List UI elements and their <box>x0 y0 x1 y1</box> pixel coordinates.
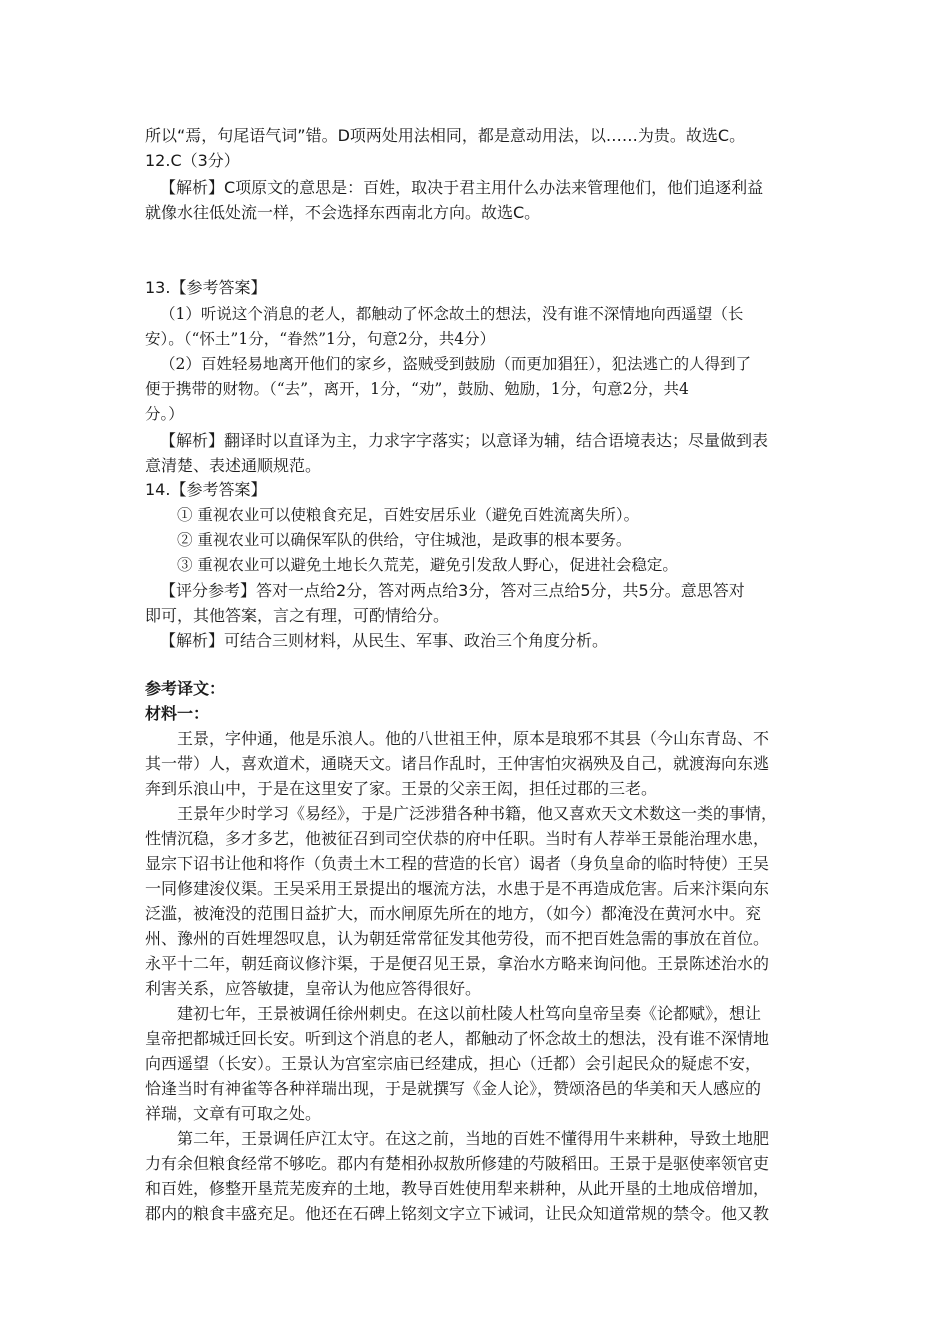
text-line: 向西遥望（长安）。王景认为宫室宗庙已经建成，担心（迁都）会引起民众的疑虑不安， <box>145 1054 762 1073</box>
text-line: （1）听说这个消息的老人，都触动了怀念故土的想法，没有谁不深情地向西遥望（长 <box>160 305 744 323</box>
subsection-heading: 材料一： <box>145 704 210 723</box>
text-line: 就像水往低处流一样，不会选择东西南北方向。故选C。 <box>145 203 541 222</box>
list-item: ② 重视农业可以确保军队的供给，守住城池，是政事的根本要务。 <box>177 531 632 549</box>
text-line: 【解析】翻译时以直译为主，力求字字落实；以意译为辅，结合语境表达；尽量做到表 <box>160 431 769 450</box>
text-line: 王景年少时学习《易经》，于是广泛涉猎各种书籍，他又喜欢天文术数这一类的事情， <box>177 804 778 823</box>
text-line: 和百姓，修整开垦荒芜废弃的土地，教导百姓使用犁来耕种，从此开垦的土地成倍增加， <box>145 1179 770 1198</box>
list-item: ① 重视农业可以使粮食充足，百姓安居乐业（避免百姓流离失所）。 <box>177 506 640 524</box>
text-line: 意清楚、表述通顺规范。 <box>145 456 322 475</box>
text-line: 祥瑞，文章有可取之处。 <box>145 1104 322 1123</box>
text-line: 州、豫州的百姓埋怨叹息，认为朝廷常常征发其他劳役，而不把百姓急需的事放在首位。 <box>145 929 770 948</box>
text-line: 显宗下诏书让他和将作（负责土木工程的营造的长官）谒者（身负皇命的临时特使）王吴 <box>145 854 770 873</box>
text-line: 其一带）人，喜欢道术，通晓天文。诸吕作乱时，王仲害怕灾祸殃及自己，就渡海向东逃 <box>145 754 770 773</box>
text-line: 郡内的粮食丰盛充足。他还在石碑上铭刻文字立下诫词，让民众知道常规的禁令。他又教 <box>145 1204 770 1223</box>
text-line: 便于携带的财物。（“去”，离开，1分，“劝”，鼓励、勉励，1分，句意2分，共4 <box>145 380 689 398</box>
text-line: 性情沉稳，多才多艺，他被征召到司空伏恭的府中任职。当时有人荐举王景能治理水患， <box>145 829 770 848</box>
text-line: 力有余但粮食经常不够吃。郡内有楚相孙叔敖所修建的芍陂稻田。王景于是驱使率领官吏 <box>145 1154 770 1173</box>
answer-12-heading: 12.C（3分） <box>145 151 240 170</box>
text-line: （2）百姓轻易地离开他们的家乡，盗贼受到鼓励（而更加猖狂），犯法逃亡的人得到了 <box>160 355 752 373</box>
answer-14-heading: 14.【参考答案】 <box>145 480 267 499</box>
text-line: 【解析】C项原文的意思是：百姓，取决于君主用什么办法来管理他们，他们追逐利益 <box>160 178 764 197</box>
text-line: 王景，字仲通，他是乐浪人。他的八世祖王仲，原本是琅邪不其县（今山东青岛、不 <box>177 729 770 748</box>
text-line: 建初七年，王景被调任徐州刺史。在这以前杜陵人杜笃向皇帝呈奏《论都赋》，想让 <box>177 1004 762 1023</box>
text-line: 分。） <box>145 405 184 423</box>
text-line: 【解析】可结合三则材料，从民生、军事、政治三个角度分析。 <box>160 631 609 650</box>
text-line: 泛滥，被淹没的范围日益扩大，而水闸原先所在的地方，（如今）都淹没在黄河水中。兖 <box>145 904 762 923</box>
text-line: 所以“焉，句尾语气词”错。D项两处用法相同，都是意动用法，以……为贵。故选C。 <box>145 126 746 145</box>
section-heading: 参考译文： <box>145 679 226 698</box>
text-line: 恰逢当时有神雀等各种祥瑞出现，于是就撰写《金人论》，赞颂洛邑的华美和天人感应的 <box>145 1079 762 1098</box>
answer-13-heading: 13.【参考答案】 <box>145 278 267 297</box>
text-line: 奔到乐浪山中，于是在这里安了家。王景的父亲王闳，担任过郡的三老。 <box>145 779 658 798</box>
text-line: 即可，其他答案，言之有理，可酌情给分。 <box>145 606 450 625</box>
text-line: 一同修建浚仪渠。王吴采用王景提出的堰流方法，水患于是不再造成危害。后来汴渠向东 <box>145 879 770 898</box>
text-line: 皇帝把都城迁回长安。听到这个消息的老人，都触动了怀念故土的想法，没有谁不深情地 <box>145 1029 770 1048</box>
text-line: 第二年，王景调任庐江太守。在这之前，当地的百姓不懂得用牛来耕种，导致土地肥 <box>177 1129 770 1148</box>
text-line: 安）。（“怀土”1分，“眷然”1分，句意2分，共4分） <box>145 330 496 348</box>
text-line: 永平十二年，朝廷商议修汴渠，于是便召见王景，拿治水方略来询问他。王景陈述治水的 <box>145 954 770 973</box>
text-line: 【评分参考】答对一点给2分，答对两点给3分，答对三点给5分，共5分。意思答对 <box>160 581 745 600</box>
list-item: ③ 重视农业可以避免土地长久荒芜，避免引发敌人野心，促进社会稳定。 <box>177 556 678 574</box>
text-line: 利害关系，应答敏捷，皇帝认为他应答得很好。 <box>145 979 482 998</box>
